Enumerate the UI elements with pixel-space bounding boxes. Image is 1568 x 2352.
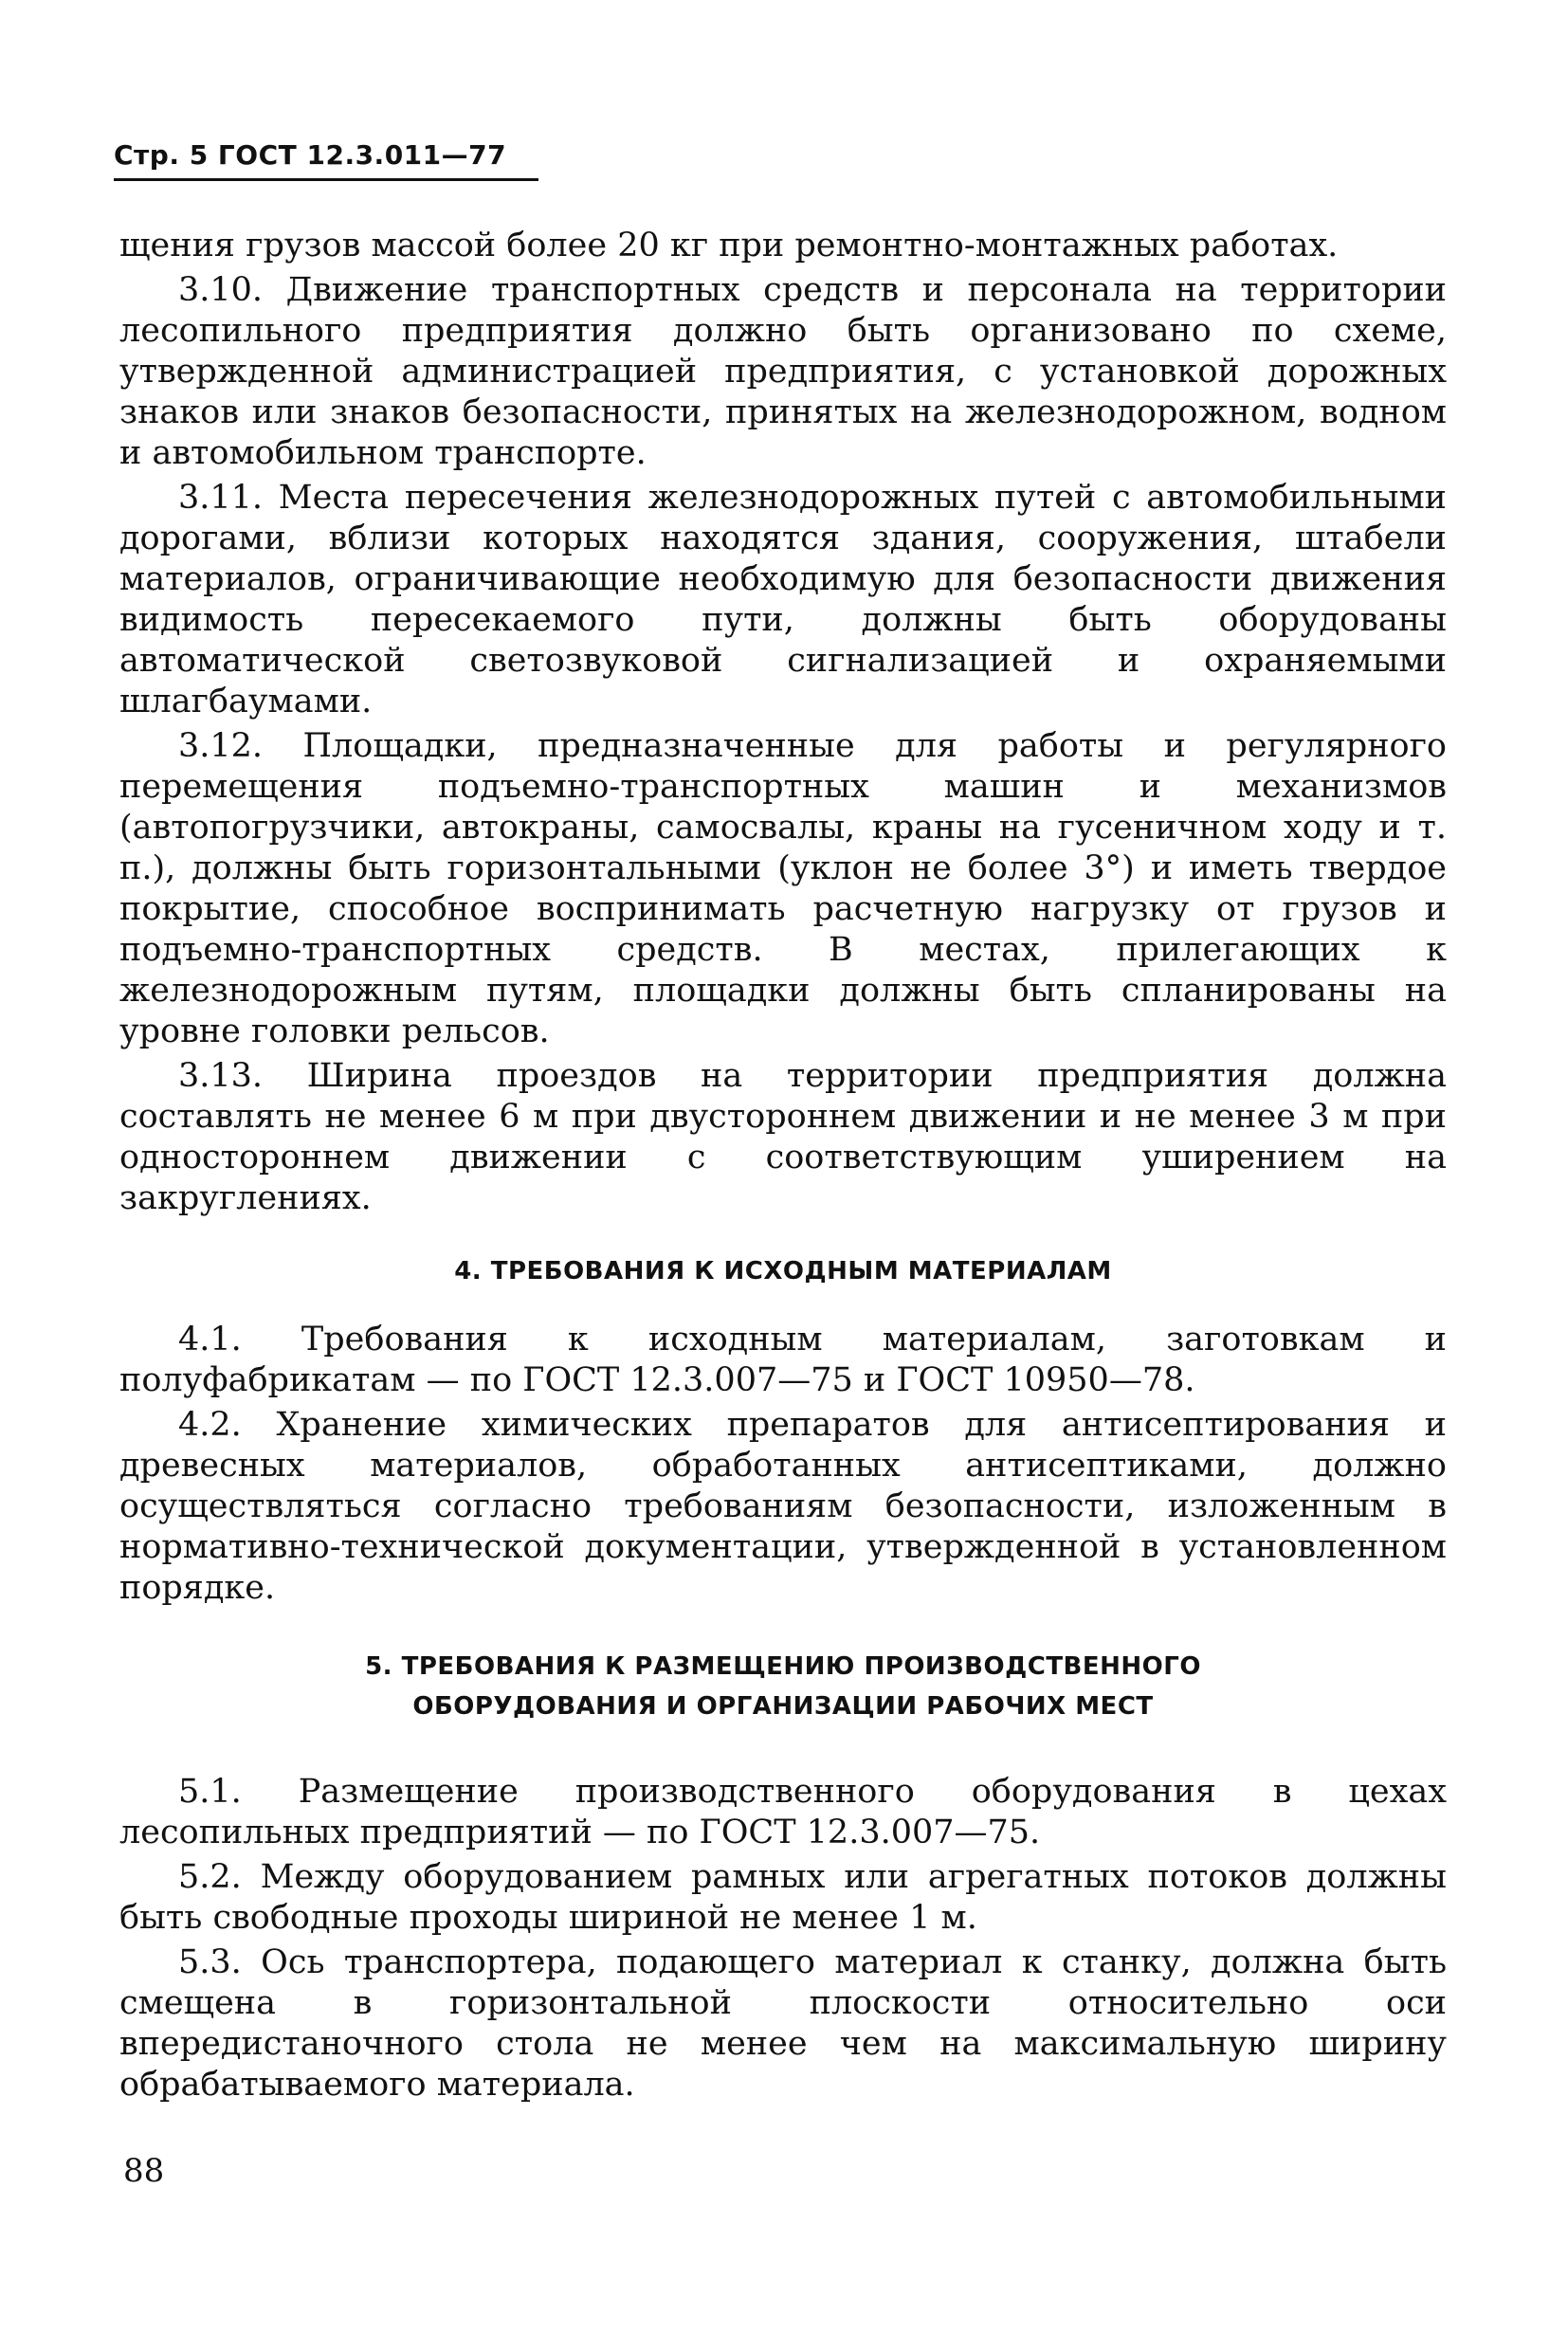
- section-5-heading-line-2: ОБОРУДОВАНИЯ И ОРГАНИЗАЦИИ РАБОЧИХ МЕСТ: [412, 1692, 1154, 1721]
- section-5-heading-line-1: 5. ТРЕБОВАНИЯ К РАЗМЕЩЕНИЮ ПРОИЗВОДСТВЕННОГО: [365, 1652, 1201, 1681]
- paragraph-3-10: 3.10. Движение транспортных средств и персонала на территории лесопильного предприятия должно быть организовано по схеме, утвержденной администрацией предприятия, с установкой дорожных знаков или знаков безопасности, принятых на железнодорожном, водном и автомобильном транспорте.: [119, 271, 1447, 472]
- paragraph-5-1: 5.1. Размещение производственного оборудования в цехах лесопильных предприятий — по ГОСТ 12.3.007—75.: [119, 1773, 1447, 1851]
- section-5-heading: [119, 1647, 1447, 1726]
- page-body: [119, 226, 1447, 2106]
- paragraph-3-12: 3.12. Площадки, предназначенные для работы и регулярного перемещения подъемно-транспортных машин и механизмов (автопогрузчики, автокраны, самосвалы, краны на гусеничном ходу и т. п.), должны быть горизонтальными (уклон не более 3°) и иметь твердое покрытие, способное воспринимать расчетную нагрузку от грузов и подъемно-транспортных средств. В местах, прилегающих к железнодорожным путям, площадки должны быть спланированы на уровне головки рельсов.: [119, 727, 1447, 1050]
- paragraph-3-13: 3.13. Ширина проездов на территории предприятия должна составлять не менее 6 м при двустороннем движении и не менее 3 м при одностороннем движении с соответствующим уширением на закруглениях.: [119, 1057, 1447, 1217]
- page-number: 88: [123, 2152, 165, 2190]
- header-rule: [114, 178, 538, 181]
- paragraph-3-11: 3.11. Места пересечения железнодорожных путей с автомобильными дорогами, вблизи которых находятся здания, сооружения, штабели материалов, ограничивающие необходимую для безопасности движения видимость пересекаемого пути, должны быть оборудованы автоматической светозвуковой сигнализацией и охраняемыми шлагбаумами.: [119, 479, 1447, 720]
- paragraph-5-2: 5.2. Между оборудованием рамных или агрегатных потоков должны быть свободные проходы шириной не менее 1 м.: [119, 1858, 1447, 1937]
- page-header: Стр. 5 ГОСТ 12.3.011—77: [114, 139, 507, 171]
- paragraph-continuation: щения грузов массой более 20 кг при ремонтно-монтажных работах.: [119, 227, 1339, 264]
- paragraph-4-1: 4.1. Требования к исходным материалам, заготовкам и полуфабрикатам — по ГОСТ 12.3.007—75 и ГОСТ 10950—78.: [119, 1321, 1447, 1399]
- paragraph-5-3: 5.3. Ось транспортера, подающего материал к станку, должна быть смещена в горизонтальной плоскости относительно оси впередистаночного стола не менее чем на максимальную ширину обрабатываемого материала.: [119, 1943, 1447, 2104]
- paragraph-4-2: 4.2. Хранение химических препаратов для антисептирования и древесных материалов, обработанных антисептиками, должно осуществляться согласно требованиям безопасности, изложенным в нормативно-технической документации, утвержденной в установленном порядке.: [119, 1406, 1447, 1607]
- section-4-heading: 4. ТРЕБОВАНИЯ К ИСХОДНЫМ МАТЕРИАЛАМ: [454, 1257, 1112, 1285]
